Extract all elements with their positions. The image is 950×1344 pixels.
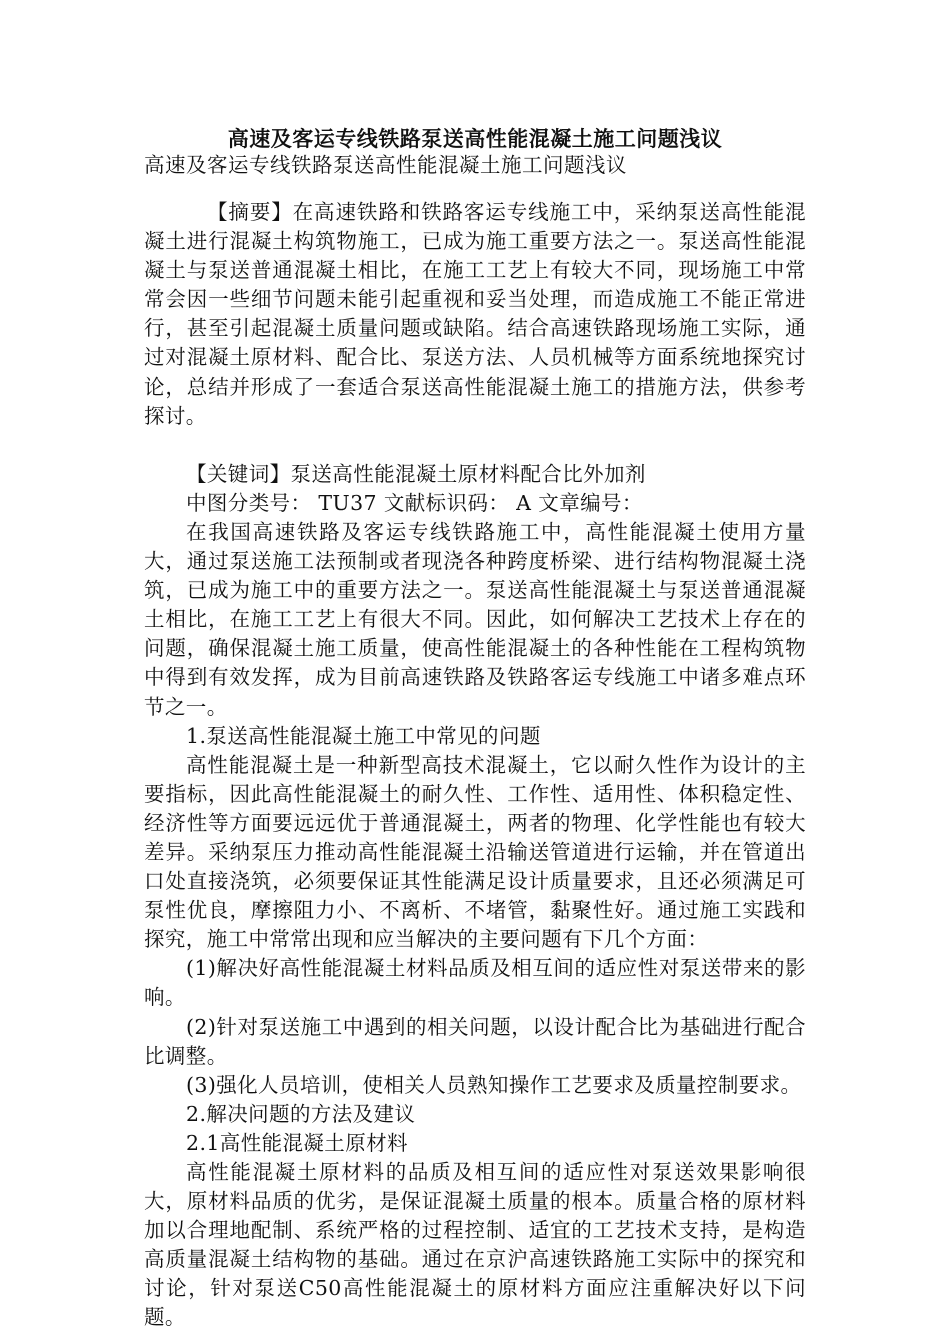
list-item-3: (3)强化人员培训，使相关人员熟知操作工艺要求及质量控制要求。 bbox=[186, 1072, 802, 1097]
document-body bbox=[144, 198, 806, 1333]
classification-line: 中图分类号： TU37 文献标识码： A 文章编号： bbox=[186, 490, 643, 515]
section21-paragraph: 高性能混凝土原材料的品质及相互间的适应性对泵送效果影响很大，原材料品质的优劣，是保证混凝土质量的根本。质量合格的原材料加以合理地配制、系统严格的过程控制、适宜的工艺技术支持，是构造高质量混凝土结构物的基础。通过在京沪高速铁路施工实际中的探究和讨论，针对泵送C50高性能混凝土的原材料方面应注重解决好以下问题。 bbox=[144, 1160, 806, 1330]
paragraph-gap bbox=[144, 431, 806, 460]
keywords-line: 【关键词】泵送高性能混凝土原材料配合比外加剂 bbox=[186, 461, 646, 486]
section1-heading: 1.泵送高性能混凝土施工中常见的问题 bbox=[186, 723, 541, 748]
list-item-1: (1)解决好高性能混凝土材料品质及相互间的适应性对泵送带来的影响。 bbox=[144, 956, 806, 1010]
abstract-paragraph: 【摘要】在高速铁路和铁路客运专线施工中，采纳泵送高性能混凝土进行混凝土构筑物施工，已成为施工重要方法之一。泵送高性能混凝土与泵送普通混凝土相比，在施工工艺上有较大不同，现场施工中常常会因一些细节问题未能引起重视和妥当处理，而造成施工不能正常进行，甚至引起混凝土质量问题或缺陷。结合高速铁路现场施工实际，通过对混凝土原材料、配合比、泵送方法、人员机械等方面系统地探究讨论，总结并形成了一套适合泵送高性能混凝土施工的措施方法，供参考探讨。 bbox=[144, 200, 806, 428]
section2-heading: 2.解决问题的方法及建议 bbox=[186, 1101, 416, 1126]
list-item-2: (2)针对泵送施工中遇到的相关问题，以设计配合比为基础进行配合比调整。 bbox=[144, 1014, 806, 1068]
intro-paragraph: 在我国高速铁路及客运专线铁路施工中，高性能混凝土使用方量大，通过泵送施工法预制或者现浇各种跨度桥梁、进行结构物混凝土浇筑，已成为施工中的重要方法之一。泵送高性能混凝土与泵送普通混凝土相比，在施工工艺上有很大不同。因此，如何解决工艺技术上存在的问题，确保混凝土施工质量，使高性能混凝土的各种性能在工程构筑物中得到有效发挥，成为目前高速铁路及铁路客运专线施工中诸多难点环节之一。 bbox=[144, 519, 806, 719]
document-subtitle: 高速及客运专线铁路泵送高性能混凝土施工问题浅议 bbox=[144, 153, 627, 177]
document-title: 高速及客运专线铁路泵送高性能混凝土施工问题浅议 bbox=[227, 126, 723, 151]
section21-heading: 2.1高性能混凝土原材料 bbox=[186, 1130, 408, 1155]
section1-paragraph: 高性能混凝土是一种新型高技术混凝土，它以耐久性作为设计的主要指标，因此高性能混凝土的耐久性、工作性、适用性、体积稳定性、经济性等方面要远远优于普通混凝土，两者的物理、化学性能也有较大差异。采纳泵压力推动高性能混凝土沿输送管道进行运输，并在管道出口处直接浇筑，必须要保证其性能满足设计质量要求，且还必须满足可泵性优良，摩擦阻力小、不离析、不堵管，黏聚性好。通过施工实践和探究，施工中常常出现和应当解决的主要问题有下几个方面： bbox=[144, 752, 806, 952]
